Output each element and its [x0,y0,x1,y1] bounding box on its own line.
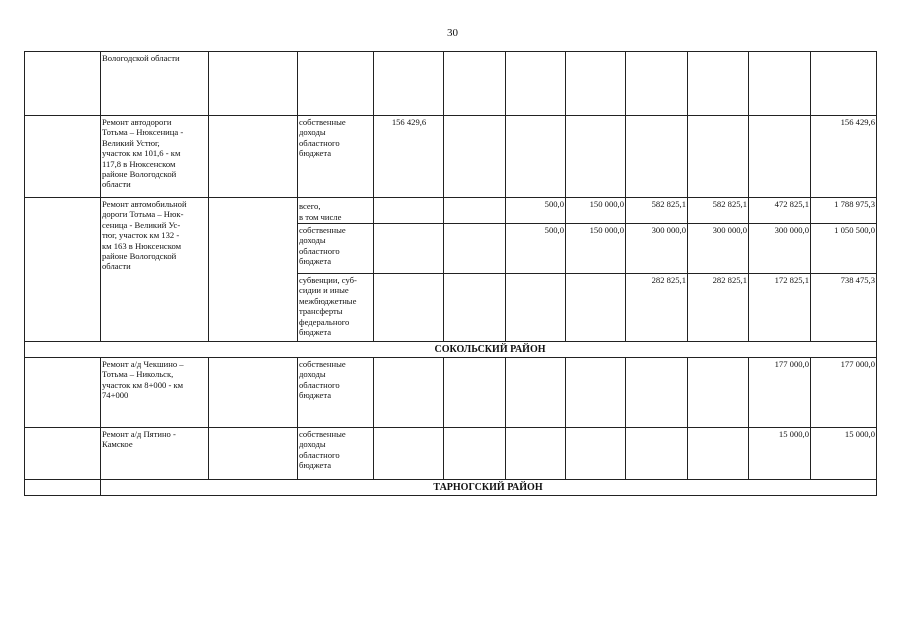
value-cell [626,52,688,116]
funding-source-cell: собственные доходы областного бюджета [298,358,374,428]
value-cell: 172 825,1 [749,274,811,342]
value-cell: 282 825,1 [688,274,749,342]
funding-source-cell: собственные доходы областного бюджета [298,428,374,480]
value-cell: 582 825,1 [688,198,749,224]
table-row [25,198,877,224]
value-cell [374,52,444,116]
value-cell: 300 000,0 [749,224,811,274]
funding-source-cell: собственные доходы областного бюджета [298,224,374,274]
section-row [25,342,877,358]
funding-source-cell: собственные доходы областного бюджета [298,116,374,198]
value-cell: 15 000,0 [749,428,811,480]
value-cell [506,358,566,428]
value-cell: 1 788 975,3 [811,198,877,224]
value-cell: 150 000,0 [566,198,626,224]
table-row [25,52,877,116]
value-cell [444,224,506,274]
table-row [25,428,877,480]
value-cell [688,116,749,198]
funding-source-cell: всего, в том числе [298,198,374,224]
value-cell [688,428,749,480]
section-row [25,480,877,496]
funding-source-cell: субвенции, суб- сидии и иные межбюджетные трансферты федерального бюджета [298,274,374,342]
value-cell [444,428,506,480]
row-number-cell [25,198,101,342]
object-name-cell: Ремонт а/д Пятино - Камское [101,428,209,480]
value-cell [444,52,506,116]
value-cell: 15 000,0 [811,428,877,480]
value-cell [688,52,749,116]
value-cell [506,52,566,116]
value-cell [566,274,626,342]
value-cell [374,198,444,224]
value-cell: 156 429,6 [374,116,444,198]
empty-cell [209,428,298,480]
row-number-cell [25,116,101,198]
value-cell: 500,0 [506,224,566,274]
row-number-cell [25,480,101,496]
row-number-cell [25,358,101,428]
value-cell: 282 825,1 [626,274,688,342]
object-name-cell: Ремонт а/д Чекшино – Тотьма – Никольск, участок км 8+000 - км 74+000 [101,358,209,428]
value-cell [506,274,566,342]
value-cell [626,358,688,428]
value-cell: 738 475,3 [811,274,877,342]
value-cell [374,274,444,342]
value-cell [444,274,506,342]
section-heading: ТАРНОГСКИЙ РАЙОН [101,480,877,496]
value-cell [506,116,566,198]
value-cell: 300 000,0 [626,224,688,274]
value-cell [374,224,444,274]
value-cell [374,358,444,428]
value-cell: 500,0 [506,198,566,224]
value-cell: 582 825,1 [626,198,688,224]
value-cell [566,52,626,116]
table-row [25,116,877,198]
object-name-cell: Вологодской области [101,52,209,116]
value-cell [444,116,506,198]
value-cell [566,428,626,480]
budget-table [24,51,877,496]
section-heading: СОКОЛЬСКИЙ РАЙОН [25,342,877,358]
value-cell: 156 429,6 [811,116,877,198]
empty-cell [209,198,298,342]
page-number: 30 [447,27,458,39]
value-cell [749,116,811,198]
value-cell: 150 000,0 [566,224,626,274]
value-cell [444,358,506,428]
value-cell [566,358,626,428]
value-cell [688,358,749,428]
value-cell: 177 000,0 [811,358,877,428]
object-name-cell: Ремонт автомобильной дороги Тотьма – Нюк- сеница - Великий Ус- тюг, участок км 132 - км 163 в Нюксенском районе Вологодской области [101,198,209,342]
value-cell [444,198,506,224]
value-cell [626,428,688,480]
value-cell [749,52,811,116]
empty-cell [209,358,298,428]
value-cell [566,116,626,198]
value-cell: 1 050 500,0 [811,224,877,274]
row-number-cell [25,52,101,116]
empty-cell [209,52,298,116]
funding-source-cell [298,52,374,116]
value-cell [506,428,566,480]
object-name-cell: Ремонт автодороги Тотьма – Нюксеница - Великий Устюг, участок км 101,6 - км 117,8 в Нюксенском районе Вологодской области [101,116,209,198]
table-row [25,358,877,428]
value-cell [374,428,444,480]
empty-cell [209,116,298,198]
value-cell [626,116,688,198]
value-cell: 300 000,0 [688,224,749,274]
row-number-cell [25,428,101,480]
value-cell [811,52,877,116]
value-cell: 177 000,0 [749,358,811,428]
value-cell: 472 825,1 [749,198,811,224]
